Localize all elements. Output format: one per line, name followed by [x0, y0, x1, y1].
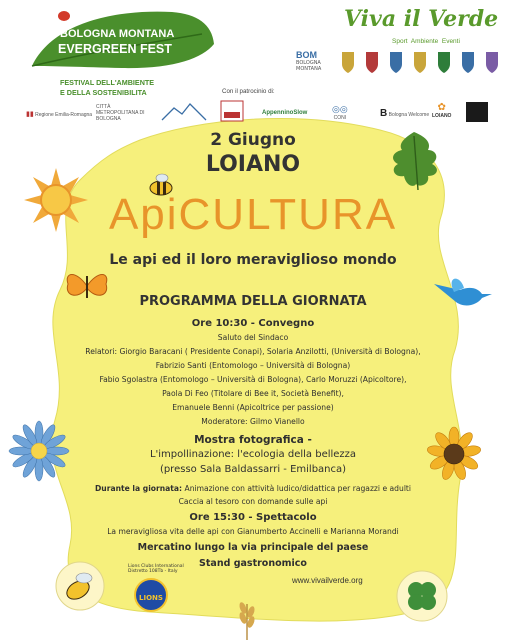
mostra-line2: (presso Sala Baldassarri - Emilbanca) [159, 464, 347, 475]
giornata-line1 [0, 484, 506, 493]
mountain-logo-icon [160, 100, 208, 122]
giornata-text1: Animazione con attività ludico/didattica per ragazzi e adulti [182, 484, 412, 493]
festival-name-line2: EVERGREEN FEST [58, 42, 172, 56]
convegno-line: Saluto del Sindaco [217, 333, 289, 342]
convegno-line: Fabio Sgolastra (Entomologo – Università di Bologna), Carlo Moruzzi (Apicoltore), [99, 375, 407, 384]
municipality-crests [336, 50, 500, 76]
sponsor-citta-label: CITTÀ METROPOLITANA DI BOLOGNA [96, 104, 145, 122]
sponsor-appennino-label: AppenninoSlow [262, 110, 308, 116]
convegno-line: Fabrizio Santi (Entomologo – Università di Bologna) [155, 361, 351, 370]
sponsor-regione-label: Regione Emilia-Romagna [35, 112, 93, 118]
convegno-line: Emanuele Benni (Apicoltrice per passione) [172, 403, 334, 412]
mostra-title: Mostra fotografica - [194, 434, 312, 446]
convegno-time: Ore 10:30 - Convegno [191, 318, 315, 329]
spettacolo-text: La meravigliosa vita delle api con Gianumberto Accinelli e Marianna Morandi [107, 527, 399, 536]
viva-il-verde-logo [340, 6, 499, 50]
festival-subtitle-line2: E DELLA SOSTENIBILITA [60, 88, 147, 97]
sponsor-citta-metropolitana [96, 104, 150, 122]
dark-badge-icon [466, 102, 488, 122]
lions-line2: Distretto 108Tb - Italy [128, 569, 178, 574]
website-link[interactable]: www.vivailverde.org [292, 576, 363, 585]
viva-verde-tagline: Sport Ambiente Eventi [392, 38, 460, 45]
event-place: LOIANO [205, 152, 301, 177]
programme-heading: PROGRAMMA DELLA GIORNATA [139, 294, 367, 309]
mercatino-text: Mercatino lungo la via principale del paese [137, 542, 369, 553]
sponsor-appennino-slow [262, 110, 307, 116]
patrocinio-label: Con il patrocinio di: [222, 88, 275, 95]
lions-line1: Lions Clubs International [128, 564, 184, 569]
wheat-icon [232, 598, 262, 640]
stand-text: Stand gastronomico [199, 558, 307, 569]
sponsor-regione: ▮▮ Regione Emilia-Romagna [26, 111, 93, 118]
viva-verde-title: Viva il Verde [344, 6, 499, 32]
convegno-line: Paola Di Feo (Titolare di Bee it, Società Benefit), [162, 389, 344, 398]
event-date: 2 Giugno [210, 130, 296, 150]
festival-name-line1: BOLOGNA MONTANA [60, 28, 175, 40]
mostra-line1: L'impollinazione: l'ecologia della bellezza [149, 449, 357, 460]
lions-emblem-icon [134, 578, 168, 612]
ladybug-icon [58, 11, 70, 21]
bom-label-2: MONTANA [296, 66, 322, 72]
lions-emblem-text: LIONS [139, 594, 163, 602]
sponsor-loiano-label: LOIANO [432, 113, 452, 119]
lions-club-logo [128, 564, 192, 612]
event-title-part1: Api [108, 190, 179, 239]
sponsor-coni: ◎◎ CONI [332, 104, 348, 121]
event-title [0, 190, 506, 240]
festival-subtitle-line1: FESTIVAL DELL'AMBIENTE [60, 78, 155, 87]
bom-label-1: BOLOGNA [296, 60, 321, 66]
event-title-part2: CULTURA [178, 190, 398, 239]
convegno-line: Moderatore: Gilmo Vianello [201, 417, 305, 426]
spettacolo-time: Ore 15:30 - Spettacolo [189, 512, 317, 523]
crest-icon [342, 52, 498, 73]
evergreen-fest-logo [22, 4, 222, 104]
clover-icon [396, 570, 448, 622]
sponsor-loiano: ✿ LOIANO [432, 102, 452, 119]
sponsor-bologna-welcome: B Bologna Welcome [380, 108, 430, 119]
sponsor-badge-icon [220, 100, 244, 122]
giornata-text2: Caccia al tesoro con domande sulle api [178, 497, 328, 506]
bologna-montana-logo: BOM BOLOGNA MONTANA [296, 50, 330, 76]
event-tagline: Le api ed il loro meraviglioso mondo [109, 252, 397, 268]
convegno-line: Relatori: Giorgio Baracani ( Presidente Conapi), Solaria Anzilotti, (Università di Bologna), [85, 347, 421, 356]
sponsor-coni-label: CONI [333, 115, 347, 121]
giornata-label: Durante la giornata: [94, 484, 183, 493]
sponsor-bologna-welcome-label: Bologna Welcome [388, 112, 430, 118]
